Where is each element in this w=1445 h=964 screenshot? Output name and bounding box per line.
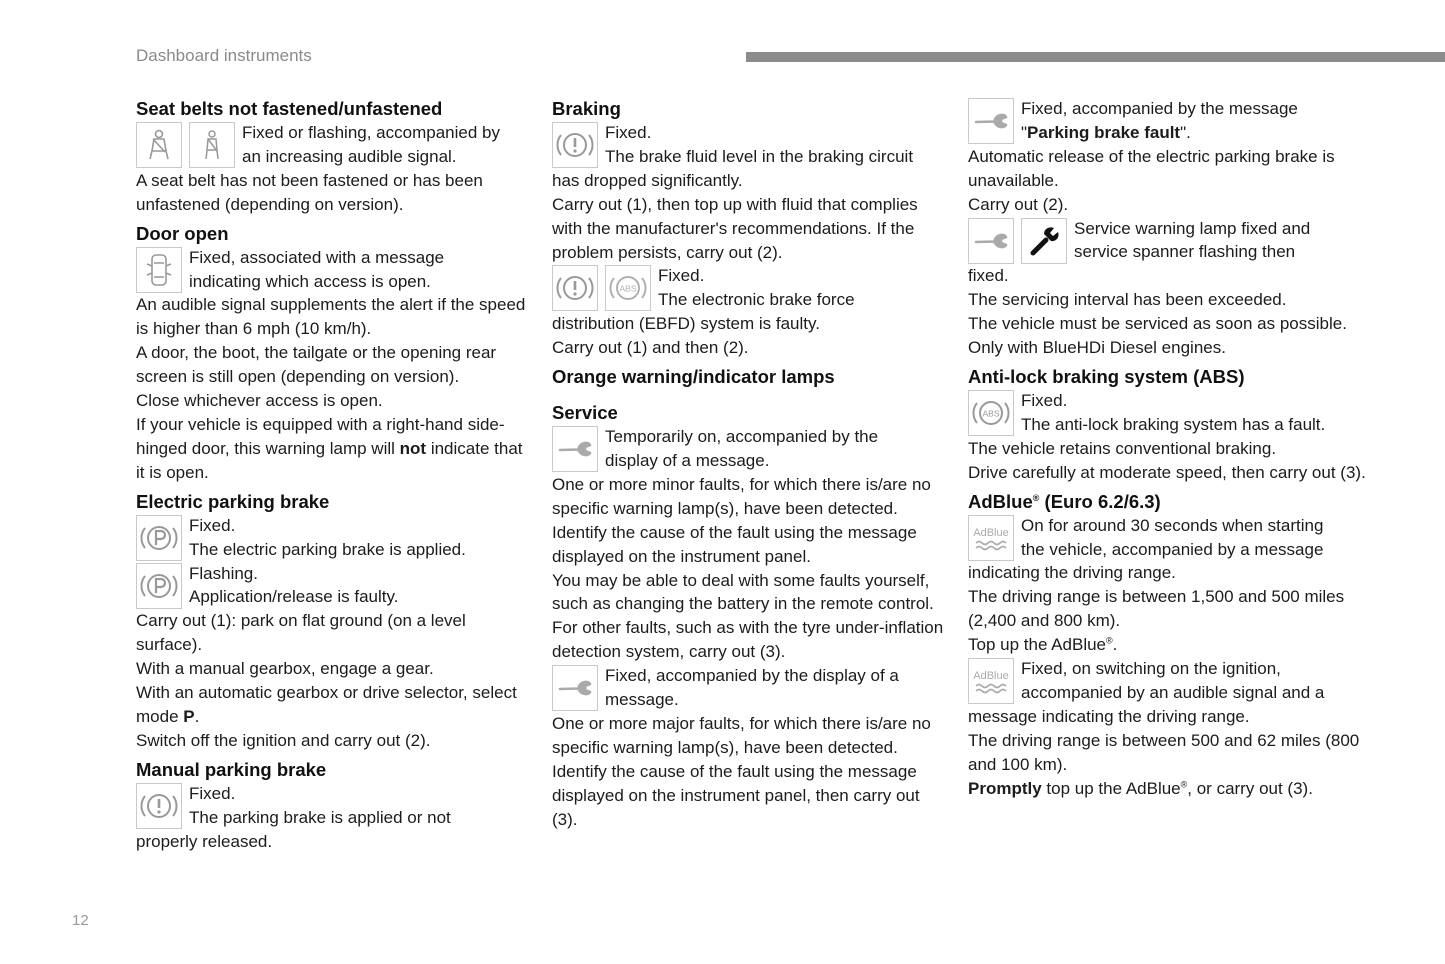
text: The vehicle must be serviced as soon as possible. [968, 314, 1347, 334]
text: Fixed. [658, 266, 705, 286]
text: Temporarily on, accompanied by the [605, 427, 879, 447]
section-title: Dashboard instruments [136, 46, 312, 65]
text: Promptly top up the AdBlue®, or carry out (3). [968, 778, 1313, 798]
spanner-icon [1021, 218, 1067, 264]
text: An audible signal supplements the alert if the speed is higher than 6 mph (10 km/h). [136, 295, 526, 339]
text: properly released. [136, 831, 273, 851]
abs-icon [605, 265, 651, 311]
text: indicating the driving range. [968, 563, 1176, 583]
door-open-icon [136, 247, 182, 293]
text: One or more minor faults, for which there is/are no specific warning lamp(s), have been detected. [552, 474, 931, 518]
door-lamp-row [136, 246, 531, 294]
text: One or more major faults, for which there is/are no specific warning lamp(s), have been detected. [552, 713, 931, 757]
service-wrench-icon [968, 98, 1014, 144]
heading-service: Service [552, 402, 618, 424]
text: Only with BlueHDi Diesel engines. [968, 338, 1226, 358]
braking-lamp-row [552, 121, 947, 169]
text: On for around 30 seconds when starting [1021, 515, 1324, 535]
service-wrench-icon [552, 665, 598, 711]
text: If your vehicle is equipped with a right-hand side-hinged door, this warning lamp will not indicate that it is open. [136, 414, 523, 482]
heading-electric-parking-brake: Electric parking brake [136, 490, 330, 512]
text: Carry out (2). [968, 194, 1069, 214]
epb-fixed-row [136, 514, 531, 562]
text: accompanied by an audible signal and a [1021, 682, 1325, 702]
parking-brake-icon [136, 515, 182, 561]
abs-icon [968, 390, 1014, 436]
text: Fixed, accompanied by the message [1021, 99, 1298, 118]
header-bar [746, 52, 1445, 62]
text: Fixed, accompanied by the display of a [605, 666, 899, 686]
text: Carry out (1) and then (2). [552, 338, 749, 358]
seatbelt-front-icon [136, 122, 182, 168]
text: A seat belt has not been fastened or has been unfastened (depending on version). [136, 170, 483, 214]
text: Application/release is faulty. [189, 587, 399, 607]
text: indicating which access is open. [189, 271, 431, 291]
heading-abs: Anti-lock braking system (ABS) [968, 365, 1245, 387]
text: Fixed. [189, 515, 236, 535]
service-wrench-icon [552, 426, 598, 472]
column-3 [968, 97, 1368, 800]
text: fixed. [968, 266, 1009, 286]
brake-warning-icon [552, 122, 598, 168]
text: Service warning lamp fixed and [1074, 218, 1311, 238]
text: message indicating the driving range. [968, 706, 1250, 726]
text: Fixed. [189, 783, 236, 803]
text: The vehicle retains conventional braking. [968, 438, 1277, 458]
epb-flashing-row [136, 562, 531, 610]
heading-manual-parking-brake: Manual parking brake [136, 758, 327, 780]
column-1 [136, 97, 531, 853]
text: Fixed. [1021, 390, 1068, 410]
text: A door, the boot, the tailgate or the opening rear screen is still open (depending on version). [136, 343, 497, 387]
text: Close whichever access is open. [136, 391, 383, 411]
text: Switch off the ignition and carry out (2). [136, 730, 431, 750]
brake-warning-icon [552, 265, 598, 311]
text: Automatic release of the electric parking brake is unavailable. [968, 146, 1335, 190]
text: With an automatic gearbox or drive selector, select mode P. [136, 683, 517, 726]
text: The servicing interval has been exceeded. [968, 290, 1287, 310]
text: Fixed, on switching on the ignition, [1021, 659, 1281, 679]
text: Carry out (1), then top up with fluid that complies with the manufacturer's recommendations. If the problem persists, carry out (2). [552, 194, 918, 262]
text: an increasing audible signal. [242, 146, 457, 166]
text: message. [605, 690, 679, 710]
page-number: 12 [72, 912, 89, 929]
text: Top up the AdBlue®. [968, 635, 1118, 655]
text: service spanner flashing then [1074, 242, 1296, 262]
text: The electric parking brake is applied. [189, 539, 466, 559]
brake-warning-icon [136, 783, 182, 829]
text: For other faults, such as with the tyre under-inflation detection system, carry out (3). [552, 618, 944, 662]
text: "Parking brake fault". [1021, 122, 1191, 142]
svg-text:ABS: ABS [982, 408, 1000, 419]
text: The driving range is between 1,500 and 500 miles (2,400 and 800 km). [968, 587, 1345, 631]
text: The driving range is between 500 and 62 miles (800 and 100 km). [968, 730, 1360, 774]
text: Identify the cause of the fault using the message displayed on the instrument panel, then carry out (3). [552, 761, 920, 829]
service-wrench-icon [968, 218, 1014, 264]
text: The brake fluid level in the braking circuit [605, 146, 914, 166]
text: Fixed. [605, 123, 652, 142]
text: the vehicle, accompanied by a message [1021, 539, 1324, 559]
heading-door-open: Door open [136, 222, 229, 244]
abs-lamp-row [968, 389, 1368, 437]
adblue-icon [968, 658, 1014, 704]
seatbelt-lamp-row [136, 121, 531, 169]
adblue-fixed-row [968, 657, 1368, 705]
svg-text:AdBlue: AdBlue [973, 670, 1009, 683]
heading-adblue: AdBlue® (Euro 6.2/6.3) [968, 490, 1161, 512]
text: The parking brake is applied or not [189, 807, 451, 827]
heading-orange-lamps: Orange warning/indicator lamps [552, 366, 835, 388]
text: distribution (EBFD) system is faulty. [552, 314, 820, 334]
text: The anti-lock braking system has a fault. [1021, 414, 1326, 434]
text: Drive carefully at moderate speed, then carry out (3). [968, 462, 1366, 482]
svg-text:AdBlue: AdBlue [973, 526, 1009, 539]
text: Fixed or flashing, accompanied by [242, 123, 500, 142]
text: Flashing. [189, 563, 258, 583]
text: With a manual gearbox, engage a gear. [136, 659, 434, 679]
text: Carry out (1): park on flat ground (on a level surface). [136, 611, 466, 655]
text: Fixed, associated with a message [189, 247, 445, 267]
text: display of a message. [605, 450, 770, 470]
adblue-icon [968, 515, 1014, 561]
service-temp-row [552, 425, 947, 473]
service-fixed-row [552, 664, 947, 712]
heading-braking: Braking [552, 98, 621, 119]
column-2 [552, 97, 947, 831]
text: Identify the cause of the fault using the message displayed on the instrument panel. [552, 522, 917, 566]
svg-text:ABS: ABS [619, 283, 637, 294]
text: has dropped significantly. [552, 170, 743, 190]
parking-brake-fault-row [968, 97, 1368, 145]
adblue-on-row [968, 514, 1368, 562]
service-spanner-row [968, 217, 1368, 265]
parking-brake-icon [136, 563, 182, 609]
heading-seat-belts: Seat belts not fastened/unfastened [136, 98, 443, 119]
text: The electronic brake force [658, 290, 855, 310]
text: You may be able to deal with some faults yourself, such as changing the battery in the remote control. [552, 570, 934, 614]
seatbelt-rear-icon [189, 122, 235, 168]
mpb-lamp-row [136, 782, 531, 830]
ebfd-lamp-row [552, 264, 947, 312]
